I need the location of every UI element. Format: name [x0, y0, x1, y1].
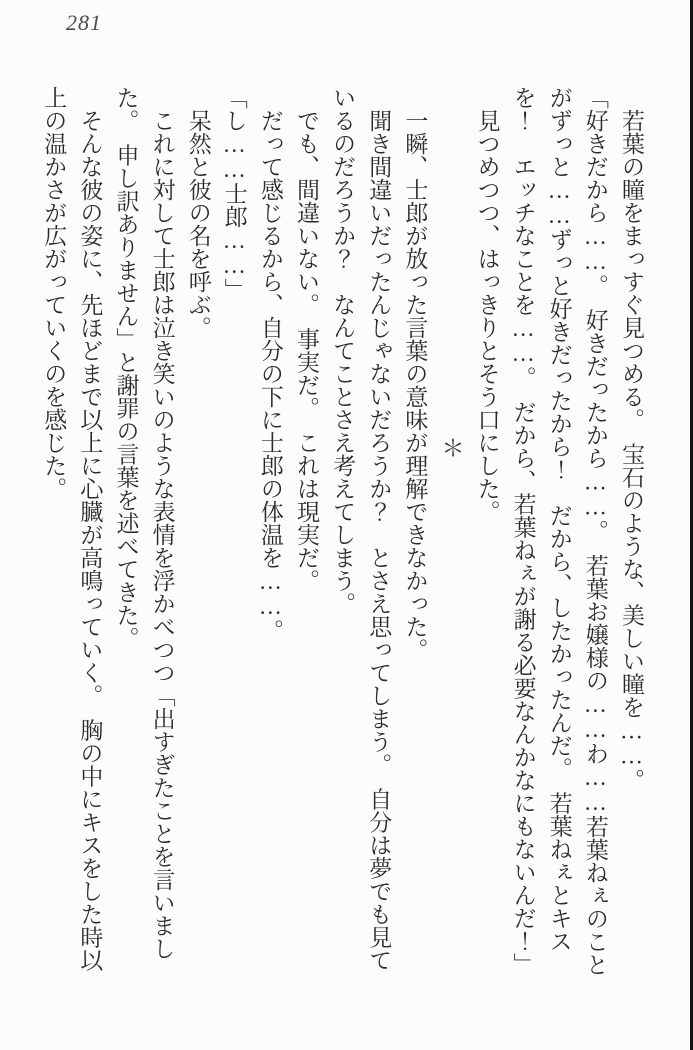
- paragraph: だって感じるから、自分の下に士郎の体温を……。: [257, 109, 283, 642]
- paragraph: 見つめつつ、はっきりとそう口にした。: [474, 109, 500, 523]
- paragraph-dialogue: 「好きだから……。 好きだったから……。 若葉お嬢様の……わ……若葉ねぇのことがずっと……ずっと好きだったから！ だから、したかったんだ。 若葉ねぇとキスを！ エッチなことを……。 だから、若葉ねぇが謝る必要なんかなにもないんだ！」: [510, 86, 608, 976]
- paragraph: 呆然と彼の名を呼ぶ。: [185, 109, 211, 339]
- paragraph: 一瞬、士郎が放った言葉の意味が理解できなかった。: [402, 109, 428, 661]
- section-divider: ＊: [438, 436, 464, 459]
- vertical-text-block: [33, 86, 649, 986]
- paragraph: そんな彼の姿に、先ほどまで以上に心臓が高鳴っていく。 胸の中にキスをした時以上の温かさが広がっていくのを感じた。: [41, 86, 103, 972]
- paragraph: でも、間違いない。 事実だ。 これは現実だ。: [294, 109, 320, 592]
- paragraph: 聞き間違いだったんじゃないだろうか？ とさえ思ってしまう。 自分は夢でも見ているのだろうか？ なんてことさえ考えてしまう。: [330, 86, 392, 972]
- page-number: 281: [66, 10, 102, 35]
- paragraph: これに対して士郎は泣き笑いのような表情を浮かべつつ「出すぎたことを言いました。 申し訳ありません」と謝罪の言葉を述べてきた。: [113, 86, 175, 960]
- paragraph-dialogue: 「し……士郎……」: [221, 86, 247, 301]
- paragraph: 若葉の瞳をまっすぐ見つめる。 宝石のような、美しい瞳を……。: [619, 109, 644, 792]
